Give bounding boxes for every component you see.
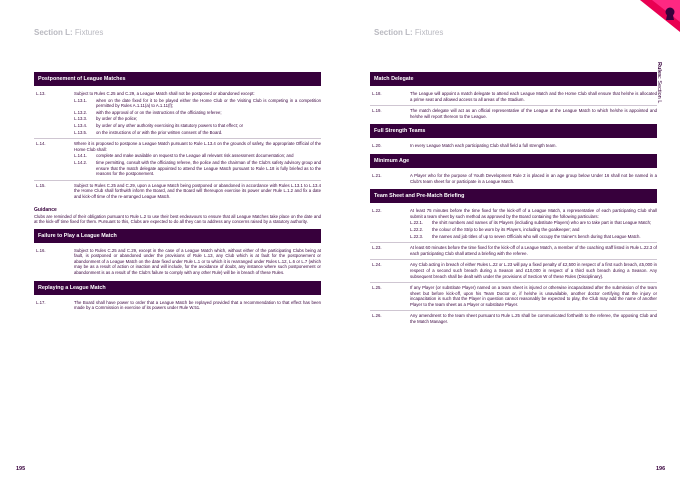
- rule-block: [34, 89, 321, 203]
- rule-block: [370, 206, 657, 328]
- rule-body: [410, 208, 657, 239]
- rule-number: L.15.: [36, 182, 46, 188]
- rule-text: Subject to Rules C.25 and C.29, upon a League Match being postponed or abandoned in accordance with Rules L.13.1 to L.13.4 the Home Club shall forthwith inform the Board, and the Board will thereupon exercise its power under Rule L.1.2 and fix a date and kick-off time of the re-arranged League Match.: [74, 182, 321, 199]
- section-heading: Failure to Play a League Match: [34, 229, 321, 243]
- rule-number: L.25.: [372, 285, 382, 291]
- rule-body: [74, 91, 321, 135]
- sub-rule-text: on the instructions of or with the prior written consent of the Board.: [96, 129, 223, 135]
- sub-rule-number: L.14.2.: [74, 159, 88, 165]
- rule-number: L.24.: [372, 262, 382, 268]
- left-section-title: [34, 28, 103, 37]
- rule-text: Subject to Rules C.25 and C.29, except in the case of a League Match which, without either of the participating Clubs being at fault, is postponed or abandoned under the provisions of Rule L.13, any Club which is at fault for the postponement or abandonment of a League Match on the date fixed under Rule L.1 or to which it is rearranged under Rules L.12, L.6 or L.7 (which may be as a result of action or inaction and will include, for the avoidance of doubt, any instance where such postponement or abandonment is as a result of the Club's failure to comply with any other Rule) will be in breach of these Rules.: [74, 247, 321, 276]
- rule-block: [34, 246, 321, 279]
- guidance-text: Clubs are reminded of their obligation pursuant to Rule L.2 to use their best endeavours to ensure that all League Matches take place on the date and at the kick-off time fixed for them. Pursuant to this, Clubs are expected to do all they can to address any concerns raised by a statutory authority.: [34, 213, 321, 225]
- sub-rule-text: time permitting, consult with the officiating referee, the police and the chairman of the Club's safety advisory group and ensure that the match delegate appointed to attend the League Match pursuant to Rule L.18 is fully briefed as to the reasons for the postponement.: [96, 159, 321, 177]
- rule-body: [410, 285, 657, 307]
- sub-rule-number: L.13.2.: [74, 109, 88, 115]
- sub-rule-text: with the approval of or on the instructions of the officiating referee;: [96, 109, 222, 115]
- right-section-title: [374, 28, 443, 37]
- rule-row: [34, 139, 321, 181]
- rule-block: [370, 141, 657, 152]
- rule-number: L.26.: [372, 313, 382, 319]
- sub-rule-text: the names and job titles of up to seven Officials who will occupy the trainer's bench during that League Match.: [432, 233, 641, 239]
- sub-rule-number: L.14.1.: [74, 153, 88, 159]
- sub-rule-row: [410, 220, 657, 226]
- section-heading: Team Sheet and Pre-Match Briefing: [370, 189, 657, 203]
- rule-text: At least 60 minutes before the time fixed for the kick-off of a League Match, a member of the coaching staff listed in Rule L.22.3 of each participating Club shall attend a briefing with the referee.: [410, 245, 657, 256]
- section-heading: Postponement of League Matches: [34, 72, 321, 86]
- rule-block: [34, 298, 321, 314]
- premier-league-lion-icon: [640, 0, 680, 32]
- rule-text: The League will appoint a match delegate to attend each League Match and the Home Club shall ensure that he/she is allocated a prime seat and allowed access to all areas of the Stadium.: [410, 91, 657, 102]
- rule-row: [370, 243, 657, 260]
- rule-number: L.23.: [372, 245, 382, 251]
- section-title-sub: Fixtures: [414, 28, 444, 37]
- rule-number: L.14.: [36, 141, 46, 147]
- rule-row: [370, 283, 657, 311]
- section-title-main: Section L:: [34, 28, 73, 37]
- right-page-number: 196: [656, 466, 666, 472]
- sub-rule-text: the shirt numbers and names of its Players (including substitute Players) who are to take part in that League Match;: [432, 220, 652, 226]
- right-column: [370, 72, 657, 330]
- rule-number: L.20.: [372, 143, 382, 149]
- sub-rule-number: L.22.3.: [410, 233, 424, 239]
- sub-rule-row: [74, 98, 321, 109]
- left-column: [34, 72, 321, 316]
- rule-body: [74, 248, 321, 276]
- sub-rule-number: L.13.3.: [74, 116, 88, 122]
- rule-text: At least 75 minutes before the time fixed for the kick-off of a League Match, a representative of each participating Club shall submit a team sheet by such method as approved by the Board containing the following particulars:: [410, 208, 657, 219]
- rule-block: [370, 89, 657, 122]
- sub-rule-row: [410, 234, 657, 240]
- rule-row: [370, 89, 657, 106]
- rule-row: [370, 106, 657, 122]
- rule-body: [410, 173, 657, 184]
- rule-body: [74, 183, 321, 200]
- sub-rule-text: complete and make available on request to the League all relevant risk assessment documentation; and: [96, 153, 294, 159]
- rule-number: L.17.: [36, 299, 46, 305]
- rule-text: The match delegate will act as an official representative of the League at the League Match to which he/she is appointed and he/she will report thereon to the League.: [410, 108, 657, 119]
- rule-block: [370, 171, 657, 187]
- sub-rule-number: L.22.1.: [410, 220, 424, 226]
- rule-number: L.19.: [372, 108, 382, 114]
- rule-text: Any amendment to the team sheet pursuant to Rule L.25 shall be communicated forthwith to the referee, the opposing Club and the Match Manager.: [410, 313, 657, 325]
- rule-body: [410, 108, 657, 119]
- section-title-main: Section L:: [374, 28, 413, 37]
- rule-number: L.16.: [36, 247, 46, 253]
- rule-number: L.21.: [372, 172, 382, 178]
- side-label-rest: Section L: [656, 80, 662, 104]
- rule-body: [410, 262, 657, 279]
- section-heading: Match Delegate: [370, 72, 657, 86]
- section-heading: Minimum Age: [370, 154, 657, 168]
- rule-row: [370, 206, 657, 243]
- sub-rule-row: [74, 153, 321, 159]
- sub-rule-row: [74, 110, 321, 116]
- rule-text: If any Player (or substitute Player) named on a team sheet is injured or otherwise incapacitated after the submission of the team sheet but before kick-off, upon his Team Doctor or, if he/she is unavailable, another doctor certifying that the injury or incapacitation is such that the Player in question cannot reasonably be expected to play, the Club may add the name of another Player to the team sheet as a Player or substitute Player.: [410, 285, 657, 307]
- rule-text: Where it is proposed to postpone a League Match pursuant to Rule L.13.4 on the grounds of safety, the appropriate Official of the Home Club shall:: [74, 141, 321, 152]
- rule-body: [410, 91, 657, 102]
- side-section-label: [652, 62, 672, 152]
- sub-rule-row: [74, 123, 321, 129]
- side-label-bold: Rules:: [656, 62, 662, 79]
- rule-text: A Player who for the purpose of Youth Development Rule 2 is placed in an age group below Under 16 shall not be named in a Club's team sheet for or participate in a League Match.: [410, 172, 657, 184]
- sub-rule-row: [74, 130, 321, 136]
- rule-text: In every League Match each participating Club shall field a full strength team.: [410, 143, 557, 149]
- section-heading: Full Strength Teams: [370, 124, 657, 138]
- rule-body: [74, 141, 321, 177]
- side-label-text: [656, 62, 662, 103]
- guidance-heading: Guidance: [34, 206, 57, 213]
- rule-number: L.22.: [372, 208, 382, 214]
- rule-text: Subject to Rules C.25 and C.29, a League Match shall not be postponed or abandoned except:: [74, 91, 255, 96]
- rule-body: [74, 300, 321, 311]
- sub-rule-text: by order of the police;: [96, 116, 138, 122]
- left-page-number: 195: [16, 466, 26, 472]
- sub-rule-number: L.13.4.: [74, 122, 88, 128]
- sub-rule-number: L.13.5.: [74, 129, 88, 135]
- sub-rule-text: by order of any other authority exercising its statutory powers to that effect; or: [96, 122, 244, 128]
- rule-body: [410, 313, 657, 324]
- rule-text: The Board shall have power to order that a League Match be replayed provided that a recommendation to that effect has been made by a Commission in exercise of its powers under Rule W.51.: [74, 299, 321, 311]
- sub-rule-text: when on the date fixed for it to be played either the Home Club or the Visiting Club is competing in a competition permitted by Rules A.1.11(a) to A.1.11(f);: [96, 97, 321, 109]
- rule-row: [370, 311, 657, 327]
- sub-rule-row: [410, 227, 657, 233]
- rule-row: [34, 298, 321, 314]
- rule-body: [410, 143, 657, 149]
- rule-row: [34, 246, 321, 279]
- rule-row: [34, 89, 321, 139]
- rule-row: [370, 260, 657, 283]
- section-title-sub: Fixtures: [74, 28, 104, 37]
- rule-row: [34, 181, 321, 203]
- rule-number: L.18.: [372, 91, 382, 96]
- rule-row: [370, 171, 657, 187]
- sub-rule-number: L.13.1.: [74, 97, 88, 103]
- rule-body: [410, 245, 657, 256]
- sub-rule-text: the colour of the Strip to be worn by its Players, including the goalkeeper; and: [432, 226, 580, 232]
- sub-rule-number: L.22.2.: [410, 226, 424, 232]
- section-heading: Replaying a League Match: [34, 281, 321, 295]
- rule-row: [370, 141, 657, 152]
- sub-rule-row: [74, 116, 321, 122]
- rule-text: Any Club acting in breach of either Rules L.22 or L.23 will pay a fixed penalty of £2,500 in respect of a first such breach, £5,000 in respect of a second such breach during a Season and £10,000 in respect of a third such breach during a Season. Any subsequent breach shall be dealt with under the provisions of Section W of these Rules (Disciplinary).: [410, 262, 657, 279]
- rule-number: L.13.: [36, 91, 46, 96]
- sub-rule-row: [74, 160, 321, 177]
